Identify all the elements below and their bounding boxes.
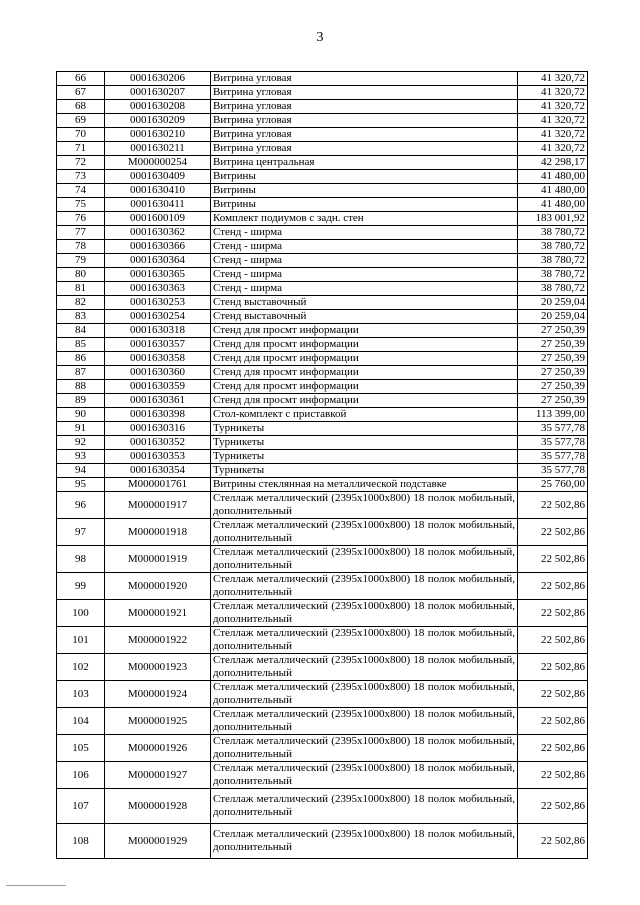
item-name: Витрина центральная	[211, 156, 518, 170]
item-name: Стенд - ширма	[211, 254, 518, 268]
inventory-code: 0001630357	[105, 338, 211, 352]
inventory-code: 0001630316	[105, 422, 211, 436]
row-number: 76	[57, 212, 105, 226]
item-name: Витрина угловая	[211, 128, 518, 142]
item-name: Турникеты	[211, 422, 518, 436]
inventory-code: 0001630254	[105, 310, 211, 324]
table-row	[57, 170, 588, 184]
table-row	[57, 72, 588, 86]
table-row	[57, 338, 588, 352]
item-price: 35 577,78	[518, 422, 588, 436]
row-number: 78	[57, 240, 105, 254]
row-number: 104	[57, 708, 105, 735]
row-number: 99	[57, 573, 105, 600]
item-price: 22 502,86	[518, 600, 588, 627]
item-name: Стенд - ширма	[211, 240, 518, 254]
inventory-code: M000000254	[105, 156, 211, 170]
inventory-code: M000001921	[105, 600, 211, 627]
item-price: 41 320,72	[518, 72, 588, 86]
item-name: Стенд для просмт информации	[211, 338, 518, 352]
inventory-code: M000001918	[105, 519, 211, 546]
item-name: Турникеты	[211, 450, 518, 464]
inventory-code: M000001926	[105, 735, 211, 762]
table-row	[57, 380, 588, 394]
inventory-code: 0001630353	[105, 450, 211, 464]
item-name: Стеллаж металлический (2395x1000x800) 18 полок мобильный, дополнительный	[211, 600, 518, 627]
table-row	[57, 156, 588, 170]
item-name: Витрины	[211, 198, 518, 212]
item-price: 41 320,72	[518, 114, 588, 128]
item-name: Витрины	[211, 170, 518, 184]
inventory-code: 0001630398	[105, 408, 211, 422]
item-price: 41 320,72	[518, 128, 588, 142]
inventory-code: 0001630209	[105, 114, 211, 128]
table-row	[57, 198, 588, 212]
inventory-code: M000001919	[105, 546, 211, 573]
table-row	[57, 240, 588, 254]
item-price: 41 320,72	[518, 142, 588, 156]
row-number: 70	[57, 128, 105, 142]
item-name: Стеллаж металлический (2395x1000x800) 18 полок мобильный, дополнительный	[211, 573, 518, 600]
inventory-code: M000001924	[105, 681, 211, 708]
inventory-code: 0001630365	[105, 268, 211, 282]
row-number: 73	[57, 170, 105, 184]
item-name: Стол-комплект с приставкой	[211, 408, 518, 422]
item-price: 22 502,86	[518, 789, 588, 824]
item-price: 41 480,00	[518, 198, 588, 212]
inventory-code: 0001630358	[105, 352, 211, 366]
item-price: 183 001,92	[518, 212, 588, 226]
row-number: 68	[57, 100, 105, 114]
inventory-code: M000001927	[105, 762, 211, 789]
table-row	[57, 789, 588, 824]
item-price: 38 780,72	[518, 282, 588, 296]
row-number: 96	[57, 492, 105, 519]
row-number: 87	[57, 366, 105, 380]
inventory-code: M000001928	[105, 789, 211, 824]
table-row	[57, 100, 588, 114]
row-number: 72	[57, 156, 105, 170]
row-number: 92	[57, 436, 105, 450]
item-name: Стеллаж металлический (2395x1000x800) 18 полок мобильный, дополнительный	[211, 735, 518, 762]
row-number: 90	[57, 408, 105, 422]
item-name: Витрина угловая	[211, 72, 518, 86]
inventory-code: 0001630409	[105, 170, 211, 184]
item-price: 27 250,39	[518, 366, 588, 380]
item-price: 27 250,39	[518, 338, 588, 352]
item-name: Витрина угловая	[211, 100, 518, 114]
table-row	[57, 654, 588, 681]
row-number: 103	[57, 681, 105, 708]
inventory-code: 0001630361	[105, 394, 211, 408]
item-name: Стеллаж металлический (2395x1000x800) 18 полок мобильный, дополнительный	[211, 627, 518, 654]
item-price: 22 502,86	[518, 654, 588, 681]
inventory-code: 0001630352	[105, 436, 211, 450]
row-number: 69	[57, 114, 105, 128]
table-row	[57, 408, 588, 422]
item-price: 27 250,39	[518, 352, 588, 366]
inventory-table-body	[57, 72, 588, 859]
table-row	[57, 627, 588, 654]
row-number: 97	[57, 519, 105, 546]
row-number: 89	[57, 394, 105, 408]
item-name: Стенд для просмт информации	[211, 324, 518, 338]
table-row	[57, 352, 588, 366]
item-name: Стенд для просмт информации	[211, 366, 518, 380]
inventory-code: M000001922	[105, 627, 211, 654]
table-row	[57, 142, 588, 156]
table-row	[57, 296, 588, 310]
item-price: 35 577,78	[518, 436, 588, 450]
inventory-code: 0001630362	[105, 226, 211, 240]
item-name: Витрина угловая	[211, 86, 518, 100]
item-name: Витрина угловая	[211, 142, 518, 156]
table-row	[57, 478, 588, 492]
inventory-code: 0001630360	[105, 366, 211, 380]
inventory-code: 0001630211	[105, 142, 211, 156]
inventory-code: 0001630253	[105, 296, 211, 310]
table-row	[57, 681, 588, 708]
item-name: Стенд выставочный	[211, 296, 518, 310]
item-price: 27 250,39	[518, 324, 588, 338]
inventory-code: M000001923	[105, 654, 211, 681]
item-price: 35 577,78	[518, 464, 588, 478]
table-row	[57, 824, 588, 859]
item-name: Витрина угловая	[211, 114, 518, 128]
item-price: 20 259,04	[518, 296, 588, 310]
table-row	[57, 366, 588, 380]
inventory-code: 0001630210	[105, 128, 211, 142]
item-name: Витрины стеклянная на металлической подставке	[211, 478, 518, 492]
inventory-code: 0001630206	[105, 72, 211, 86]
table-row	[57, 212, 588, 226]
item-name: Стенд для просмт информации	[211, 352, 518, 366]
row-number: 82	[57, 296, 105, 310]
item-name: Стеллаж металлический (2395x1000x800) 18 полок мобильный, дополнительный	[211, 492, 518, 519]
row-number: 102	[57, 654, 105, 681]
row-number: 93	[57, 450, 105, 464]
table-row	[57, 708, 588, 735]
table-row	[57, 254, 588, 268]
item-name: Витрины	[211, 184, 518, 198]
row-number: 66	[57, 72, 105, 86]
table-row	[57, 464, 588, 478]
row-number: 106	[57, 762, 105, 789]
item-price: 25 760,00	[518, 478, 588, 492]
inventory-code: 0001630318	[105, 324, 211, 338]
item-name: Стеллаж металлический (2395x1000x800) 18 полок мобильный, дополнительный	[211, 546, 518, 573]
table-row	[57, 422, 588, 436]
table-row	[57, 128, 588, 142]
inventory-code: 0001630363	[105, 282, 211, 296]
table-row	[57, 184, 588, 198]
item-price: 22 502,86	[518, 681, 588, 708]
item-price: 42 298,17	[518, 156, 588, 170]
inventory-code: 0001600109	[105, 212, 211, 226]
inventory-code: 0001630359	[105, 380, 211, 394]
item-name: Стеллаж металлический (2395x1000x800) 18 полок мобильный, дополнительный	[211, 681, 518, 708]
item-price: 38 780,72	[518, 268, 588, 282]
table-row	[57, 600, 588, 627]
row-number: 67	[57, 86, 105, 100]
row-number: 84	[57, 324, 105, 338]
table-row	[57, 519, 588, 546]
item-price: 41 320,72	[518, 100, 588, 114]
item-price: 22 502,86	[518, 492, 588, 519]
item-price: 41 480,00	[518, 170, 588, 184]
page-number: 3	[316, 30, 324, 45]
table-row	[57, 492, 588, 519]
item-price: 22 502,86	[518, 735, 588, 762]
item-price: 20 259,04	[518, 310, 588, 324]
row-number: 80	[57, 268, 105, 282]
item-price: 22 502,86	[518, 824, 588, 859]
item-name: Стенд - ширма	[211, 282, 518, 296]
table-row	[57, 226, 588, 240]
inventory-code: M000001920	[105, 573, 211, 600]
table-row	[57, 450, 588, 464]
item-name: Стеллаж металлический (2395x1000x800) 18 полок мобильный, дополнительный	[211, 654, 518, 681]
inventory-code: 0001630207	[105, 86, 211, 100]
row-number: 101	[57, 627, 105, 654]
inventory-code: M000001929	[105, 824, 211, 859]
row-number: 107	[57, 789, 105, 824]
item-price: 22 502,86	[518, 519, 588, 546]
inventory-code: M000001917	[105, 492, 211, 519]
item-price: 35 577,78	[518, 450, 588, 464]
item-name: Стенд для просмт информации	[211, 380, 518, 394]
item-price: 27 250,39	[518, 394, 588, 408]
item-name: Стенд - ширма	[211, 226, 518, 240]
row-number: 77	[57, 226, 105, 240]
row-number: 71	[57, 142, 105, 156]
row-number: 95	[57, 478, 105, 492]
row-number: 88	[57, 380, 105, 394]
item-price: 22 502,86	[518, 573, 588, 600]
row-number: 98	[57, 546, 105, 573]
table-row	[57, 282, 588, 296]
table-row	[57, 546, 588, 573]
table-row	[57, 268, 588, 282]
row-number: 85	[57, 338, 105, 352]
item-name: Турникеты	[211, 436, 518, 450]
item-price: 22 502,86	[518, 762, 588, 789]
inventory-code: 0001630411	[105, 198, 211, 212]
row-number: 108	[57, 824, 105, 859]
inventory-table	[56, 71, 588, 859]
row-number: 94	[57, 464, 105, 478]
item-name: Стеллаж металлический (2395x1000x800) 18 полок мобильный, дополнительный	[211, 519, 518, 546]
item-price: 22 502,86	[518, 708, 588, 735]
item-name: Комплект подиумов с задн. стен	[211, 212, 518, 226]
item-name: Стенд - ширма	[211, 268, 518, 282]
item-name: Стеллаж металлический (2395x1000x800) 18 полок мобильный, дополнительный	[211, 762, 518, 789]
item-name: Стеллаж металлический (2395x1000x800) 18 полок мобильный, дополнительный	[211, 708, 518, 735]
table-row	[57, 762, 588, 789]
inventory-code: M000001761	[105, 478, 211, 492]
item-price: 38 780,72	[518, 240, 588, 254]
inventory-code: 0001630354	[105, 464, 211, 478]
item-price: 41 480,00	[518, 184, 588, 198]
item-name: Стеллаж металлический (2395x1000x800) 18 полок мобильный, дополнительный	[211, 824, 518, 859]
table-row	[57, 394, 588, 408]
item-name: Стенд выставочный	[211, 310, 518, 324]
table-row	[57, 86, 588, 100]
inventory-code: 0001630366	[105, 240, 211, 254]
table-row	[57, 310, 588, 324]
table-row	[57, 573, 588, 600]
row-number: 79	[57, 254, 105, 268]
row-number: 74	[57, 184, 105, 198]
item-name: Стенд для просмт информации	[211, 394, 518, 408]
item-price: 22 502,86	[518, 627, 588, 654]
item-price: 38 780,72	[518, 254, 588, 268]
table-row	[57, 324, 588, 338]
row-number: 86	[57, 352, 105, 366]
inventory-code: 0001630364	[105, 254, 211, 268]
row-number: 105	[57, 735, 105, 762]
row-number: 75	[57, 198, 105, 212]
table-row	[57, 114, 588, 128]
inventory-code: M000001925	[105, 708, 211, 735]
row-number: 83	[57, 310, 105, 324]
row-number: 91	[57, 422, 105, 436]
item-price: 41 320,72	[518, 86, 588, 100]
table-row	[57, 436, 588, 450]
item-name: Стеллаж металлический (2395x1000x800) 18 полок мобильный, дополнительный	[211, 789, 518, 824]
row-number: 100	[57, 600, 105, 627]
item-name: Турникеты	[211, 464, 518, 478]
inventory-code: 0001630410	[105, 184, 211, 198]
item-price: 27 250,39	[518, 380, 588, 394]
inventory-code: 0001630208	[105, 100, 211, 114]
item-price: 113 399,00	[518, 408, 588, 422]
item-price: 38 780,72	[518, 226, 588, 240]
row-number: 81	[57, 282, 105, 296]
table-row	[57, 735, 588, 762]
item-price: 22 502,86	[518, 546, 588, 573]
footer-divider	[6, 885, 66, 886]
